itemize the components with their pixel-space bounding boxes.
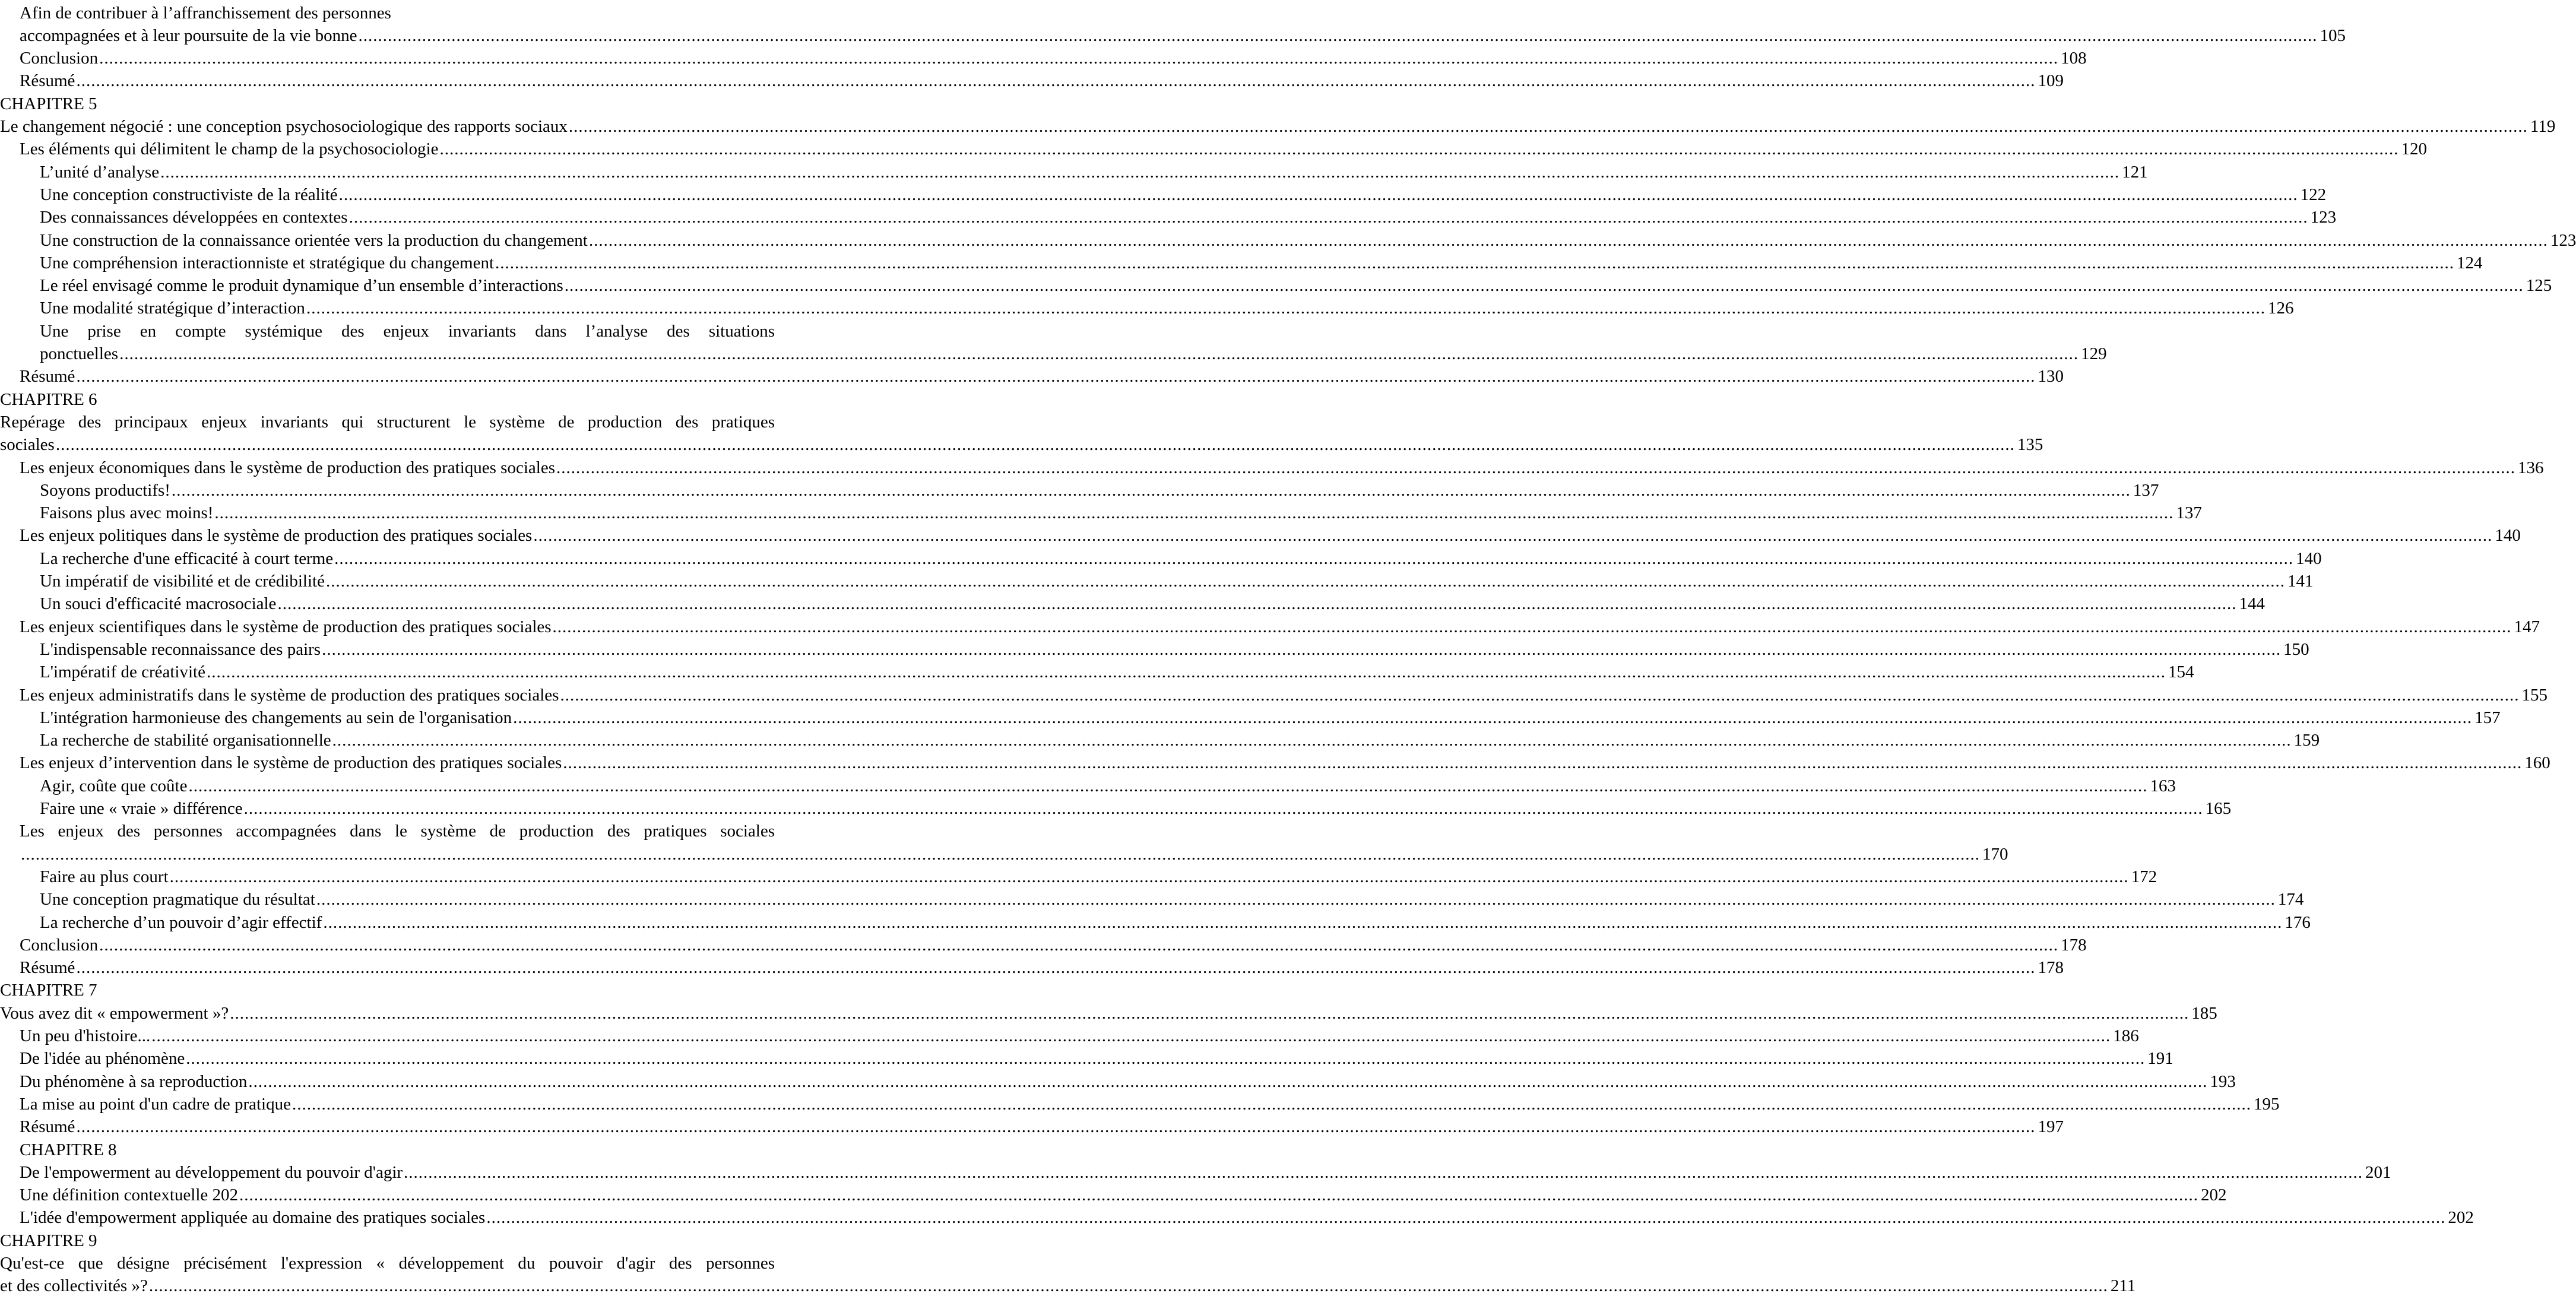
toc-page-number: 144 [2239, 594, 2265, 614]
chapter-heading: CHAPITRE 7 [0, 981, 97, 1000]
toc-entry [20, 1206, 2474, 1229]
dot-leader: ................................................................................................................................................................................................................................................................................................................................................................................................................ [55, 435, 2015, 455]
toc-entry-title: Agir, coûte que coûte [40, 776, 188, 795]
toc-entry [40, 570, 2314, 592]
toc-page-number: 195 [2253, 1094, 2280, 1114]
toc-page-number: 109 [2038, 71, 2064, 91]
toc-page-number: 137 [2133, 480, 2159, 500]
toc-page-number: 141 [2287, 572, 2314, 591]
toc-entry [20, 457, 2544, 479]
dot-leader: ................................................................................................................................................................................................................................................................................................................................................................................................................ [588, 230, 2548, 250]
dot-leader: ................................................................................................................................................................................................................................................................................................................................................................................................................ [338, 185, 2298, 204]
toc-entry-title: Conclusion [20, 49, 99, 68]
toc-entry-title: La recherche d'une efficacité à court terme [40, 549, 334, 568]
toc-entry-title: Un souci d'efficacité macrosociale [40, 594, 277, 614]
toc-entry [40, 297, 2294, 319]
toc-entry [40, 911, 2311, 934]
toc-entry-title: Résumé [20, 958, 75, 978]
toc-entry-title: Le changement négocié : une conception psychosociologique des rapports sociaux [0, 117, 568, 136]
toc-entry-title: Une conception constructiviste de la réalité [40, 185, 338, 204]
dot-leader: ................................................................................................................................................................................................................................................................................................................................................................................................................ [552, 617, 2512, 636]
toc-entry [0, 115, 2556, 138]
toc-entry [20, 365, 2064, 388]
toc-entry [20, 616, 2540, 638]
toc-page-number: 123 [2550, 230, 2576, 250]
toc-page-number: 163 [2150, 776, 2176, 795]
dot-leader: ................................................................................................................................................................................................................................................................................................................................................................................................................ [358, 26, 2318, 45]
dot-leader: ................................................................................................................................................................................................................................................................................................................................................................................................................ [21, 844, 1980, 864]
toc-entry [40, 343, 2107, 365]
dot-leader: ................................................................................................................................................................................................................................................................................................................................................................................................................ [76, 958, 2036, 978]
dot-leader: ................................................................................................................................................................................................................................................................................................................................................................................................................ [188, 776, 2148, 795]
toc-page-number: 119 [2530, 117, 2556, 136]
toc-entry [20, 69, 2064, 92]
toc-page-number: 197 [2038, 1117, 2064, 1137]
dot-leader: ................................................................................................................................................................................................................................................................................................................................................................................................................ [243, 799, 2203, 818]
toc-entry [20, 1184, 2227, 1206]
toc-page-number: 202 [2448, 1208, 2474, 1228]
dot-leader: ................................................................................................................................................................................................................................................................................................................................................................................................................ [214, 503, 2174, 523]
toc-page-number: 108 [2061, 49, 2087, 68]
toc-entry [40, 775, 2176, 797]
toc-entry [40, 547, 2322, 570]
dot-leader: ................................................................................................................................................................................................................................................................................................................................................................................................................ [306, 299, 2266, 318]
toc-entry [0, 1002, 2217, 1025]
toc-page-number: 178 [2061, 935, 2087, 955]
toc-page-number: 140 [2296, 549, 2322, 568]
toc-page-number: 130 [2038, 367, 2064, 386]
toc-entry-title-line: Qu'est-ce que désigne précisément l'expression « développement du pouvoir d'agir des personnes [0, 1254, 775, 1273]
toc-entry-title: L’unité d’analyse [40, 162, 160, 182]
toc-entry-title: Faisons plus avec moins! [40, 503, 214, 523]
dot-leader: ................................................................................................................................................................................................................................................................................................................................................................................................................ [486, 1208, 2446, 1228]
toc-entry-title-line: Une prise en compte systémique des enjeux invariants dans l’analyse des situations [40, 321, 775, 341]
toc-entry-title: accompagnées et à leur poursuite de la vie bonne [20, 26, 357, 45]
toc-page-number: 191 [2147, 1049, 2173, 1069]
dot-leader: ................................................................................................................................................................................................................................................................................................................................................................................................................ [404, 1162, 2363, 1182]
toc-page-number: 123 [2310, 208, 2337, 227]
toc-entry [20, 138, 2427, 160]
toc-page-number: 120 [2401, 140, 2427, 159]
toc-entry-title: De l'idée au phénomène [20, 1049, 185, 1069]
toc-entry-title: ponctuelles [40, 344, 119, 363]
dot-leader: ................................................................................................................................................................................................................................................................................................................................................................................................................ [316, 890, 2276, 909]
toc-entry [40, 706, 2501, 729]
toc-entry [20, 24, 2346, 47]
dot-leader: ................................................................................................................................................................................................................................................................................................................................................................................................................ [119, 344, 2079, 363]
toc-entry [40, 638, 2309, 661]
dot-leader: ................................................................................................................................................................................................................................................................................................................................................................................................................ [76, 1117, 2036, 1137]
toc-page-number: 105 [2320, 26, 2346, 45]
toc-page-number: 170 [1982, 844, 2008, 864]
dot-leader: ................................................................................................................................................................................................................................................................................................................................................................................................................ [230, 1003, 2190, 1023]
toc-entry-title: Un peu d'histoire... [20, 1026, 151, 1045]
toc-entry [20, 47, 2087, 69]
toc-entry [40, 183, 2327, 206]
toc-entry-title: Une conception pragmatique du résultat [40, 890, 315, 909]
toc-entry-title: Faire au plus court [40, 867, 169, 886]
dot-leader: ................................................................................................................................................................................................................................................................................................................................................................................................................ [533, 526, 2493, 546]
chapter-heading: CHAPITRE 6 [0, 389, 97, 409]
toc-entry-title: Résumé [20, 71, 75, 91]
toc-entry-title: La recherche d’un pouvoir d’agir effectif [40, 912, 322, 932]
toc-entry [20, 524, 2521, 547]
toc-entry-title: Les enjeux d’intervention dans le système de production des pratiques sociales [20, 753, 562, 773]
toc-entry [40, 502, 2202, 524]
toc-page-number: 172 [2131, 867, 2157, 886]
toc-page-number: 174 [2277, 890, 2304, 909]
dot-leader: ................................................................................................................................................................................................................................................................................................................................................................................................................ [348, 208, 2308, 227]
toc-entry [40, 206, 2337, 229]
dot-leader: ................................................................................................................................................................................................................................................................................................................................................................................................................ [513, 708, 2473, 727]
toc-entry-title-line: Les enjeux des personnes accompagnées dans le système de production des pratiques sociales [20, 822, 775, 841]
dot-leader: ................................................................................................................................................................................................................................................................................................................................................................................................................ [186, 1049, 2146, 1069]
toc-entry [40, 729, 2320, 752]
toc-entry [20, 684, 2548, 706]
toc-entry-title: Une définition contextuelle 202 [20, 1185, 239, 1205]
dot-leader: ................................................................................................................................................................................................................................................................................................................................................................................................................ [332, 731, 2292, 750]
dot-leader: ................................................................................................................................................................................................................................................................................................................................................................................................................ [160, 162, 2120, 182]
toc-entry-title: Le réel envisagé comme le produit dynamique d’un ensemble d’interactions [40, 276, 563, 296]
toc-page-number: 178 [2038, 958, 2064, 978]
toc-entry [40, 797, 2232, 820]
chapter-heading: CHAPITRE 5 [0, 94, 97, 113]
toc-page-number: 193 [2210, 1072, 2236, 1091]
toc-entry [0, 433, 2043, 456]
toc-entry-title: Faire une « vraie » différence [40, 799, 243, 818]
dot-leader: ................................................................................................................................................................................................................................................................................................................................................................................................................ [277, 594, 2237, 614]
toc-page-number: 165 [2205, 799, 2232, 818]
toc-entry [40, 274, 2552, 297]
dot-leader: ................................................................................................................................................................................................................................................................................................................................................................................................................ [323, 912, 2283, 932]
toc-page-number: 126 [2267, 299, 2294, 318]
toc-page-number: 176 [2285, 912, 2311, 932]
toc-entry-title: L'intégration harmonieuse des changements au sein de l'organisation [40, 708, 512, 727]
toc-entry-title: et des collectivités »? [0, 1276, 148, 1296]
toc-entry [0, 1275, 2136, 1297]
toc-entry [20, 1025, 2139, 1047]
chapter-heading: CHAPITRE 9 [0, 1231, 97, 1250]
chapter-heading: CHAPITRE 8 [20, 1140, 117, 1159]
toc-page-number: 147 [2514, 617, 2540, 636]
toc-entry [20, 1115, 2064, 1138]
toc-page-number: 202 [2201, 1185, 2227, 1205]
dot-leader: ................................................................................................................................................................................................................................................................................................................................................................................................................ [556, 458, 2515, 477]
toc-page-number: 154 [2168, 662, 2194, 682]
toc-entry-title: L'impératif de créativité [40, 662, 205, 682]
toc-page-number: 124 [2457, 253, 2483, 272]
toc-entry-title-line: Repérage des principaux enjeux invariants qui structurent le système de production des pratiques [0, 412, 775, 432]
toc-page-number: 160 [2524, 753, 2550, 773]
toc-entry-title: Un impératif de visibilité et de crédibilité [40, 572, 325, 591]
toc-page-number: 150 [2283, 639, 2309, 659]
dot-leader: ................................................................................................................................................................................................................................................................................................................................................................................................................ [148, 1276, 2108, 1296]
toc-entry [40, 661, 2194, 683]
toc-page-number: 121 [2122, 162, 2148, 182]
toc-entry-title: Une modalité stratégique d’interaction [40, 299, 305, 318]
toc-entry-title: L'idée d'empowerment appliquée au domaine des pratiques sociales [20, 1208, 486, 1228]
toc-entry-title: Une construction de la connaissance orientée vers la production du changement [40, 230, 588, 250]
toc-page-number: 211 [2110, 1276, 2136, 1296]
toc-page-number: 186 [2113, 1026, 2139, 1045]
dot-leader: ................................................................................................................................................................................................................................................................................................................................................................................................................ [99, 49, 2059, 68]
toc-entry [40, 888, 2304, 911]
toc-entry [40, 252, 2483, 274]
toc-entry-title: Soyons productifs! [40, 480, 170, 500]
toc-entry-title: Vous avez dit « empowerment »? [0, 1003, 229, 1023]
toc-entry [40, 479, 2159, 502]
dot-leader: ................................................................................................................................................................................................................................................................................................................................................................................................................ [151, 1026, 2111, 1045]
dot-leader: ................................................................................................................................................................................................................................................................................................................................................................................................................ [171, 480, 2131, 500]
dot-leader: ................................................................................................................................................................................................................................................................................................................................................................................................................ [99, 935, 2059, 955]
dot-leader: ................................................................................................................................................................................................................................................................................................................................................................................................................ [439, 140, 2399, 159]
dot-leader: ................................................................................................................................................................................................................................................................................................................................................................................................................ [239, 1185, 2199, 1205]
toc-page-number: 159 [2293, 731, 2320, 750]
toc-entry [40, 592, 2265, 615]
toc-entry-title-line: Afin de contribuer à l’affranchissement des personnes [20, 3, 391, 23]
dot-leader: ................................................................................................................................................................................................................................................................................................................................................................................................................ [291, 1094, 2251, 1114]
dot-leader: ................................................................................................................................................................................................................................................................................................................................................................................................................ [495, 253, 2455, 272]
toc-page-number: 157 [2474, 708, 2501, 727]
toc-entry-title: De l'empowerment au développement du pouvoir d'agir [20, 1162, 403, 1182]
toc-entry [40, 229, 2576, 252]
toc-page-number: 137 [2176, 503, 2202, 523]
toc-entry [20, 1093, 2280, 1115]
dot-leader: ................................................................................................................................................................................................................................................................................................................................................................................................................ [560, 685, 2520, 705]
toc-entry-title: Des connaissances développées en contextes [40, 208, 348, 227]
toc-entry-title: Les enjeux scientifiques dans le système de production des pratiques sociales [20, 617, 552, 636]
toc-entry [20, 1070, 2236, 1093]
dot-leader: ................................................................................................................................................................................................................................................................................................................................................................................................................ [325, 572, 2285, 591]
toc-page-number: 129 [2081, 344, 2107, 363]
toc-entry-title: sociales [0, 435, 55, 455]
toc-entry-title: La mise au point d'un cadre de pratique [20, 1094, 291, 1114]
toc-entry [40, 161, 2148, 183]
toc-entry-title: Conclusion [20, 935, 99, 955]
dot-leader: ................................................................................................................................................................................................................................................................................................................................................................................................................ [334, 549, 2294, 568]
dot-leader: ................................................................................................................................................................................................................................................................................................................................................................................................................ [76, 367, 2036, 386]
toc-entry [40, 866, 2157, 888]
toc-entry-title: Les enjeux économiques dans le système de production des pratiques sociales [20, 458, 555, 477]
toc-page-number: 201 [2365, 1162, 2391, 1182]
toc-entry-title: Les enjeux administratifs dans le système de production des pratiques sociales [20, 685, 559, 705]
toc-entry [20, 1161, 2391, 1184]
dot-leader: ................................................................................................................................................................................................................................................................................................................................................................................................................ [568, 117, 2528, 136]
toc-page-number: 122 [2300, 185, 2327, 204]
toc-entry-title: Résumé [20, 1117, 75, 1137]
toc-entry-title: Les éléments qui délimitent le champ de la psychosociologie [20, 140, 439, 159]
toc-page-number: 125 [2526, 276, 2552, 296]
toc-entry-title: Résumé [20, 367, 75, 386]
toc-entry [20, 934, 2087, 956]
dot-leader: ................................................................................................................................................................................................................................................................................................................................................................................................................ [76, 71, 2036, 91]
toc-entry-title: Les enjeux politiques dans le système de production des pratiques sociales [20, 526, 533, 546]
toc-page-number: 136 [2517, 458, 2544, 477]
toc-entry-title: Du phénomène à sa reproduction [20, 1072, 248, 1091]
toc-page-number: 140 [2495, 526, 2521, 546]
toc-page-number: 185 [2191, 1003, 2217, 1023]
toc-entry-title: Une compréhension interactionniste et stratégique du changement [40, 253, 495, 272]
toc-page-number: 135 [2017, 435, 2043, 455]
toc-entry [20, 843, 2008, 866]
dot-leader: ................................................................................................................................................................................................................................................................................................................................................................................................................ [322, 639, 2282, 659]
toc-entry [20, 956, 2064, 979]
toc-page-number: 155 [2521, 685, 2548, 705]
toc-entry-title: L'indispensable reconnaissance des pairs [40, 639, 321, 659]
toc-entry [20, 752, 2550, 774]
dot-leader: ................................................................................................................................................................................................................................................................................................................................................................................................................ [564, 276, 2524, 296]
toc-entry-title: La recherche de stabilité organisationnelle [40, 731, 331, 750]
dot-leader: ................................................................................................................................................................................................................................................................................................................................................................................................................ [563, 753, 2523, 773]
toc-entry [20, 1047, 2173, 1070]
dot-leader: ................................................................................................................................................................................................................................................................................................................................................................................................................ [248, 1072, 2208, 1091]
dot-leader: ................................................................................................................................................................................................................................................................................................................................................................................................................ [169, 867, 2129, 886]
dot-leader: ................................................................................................................................................................................................................................................................................................................................................................................................................ [206, 662, 2166, 682]
